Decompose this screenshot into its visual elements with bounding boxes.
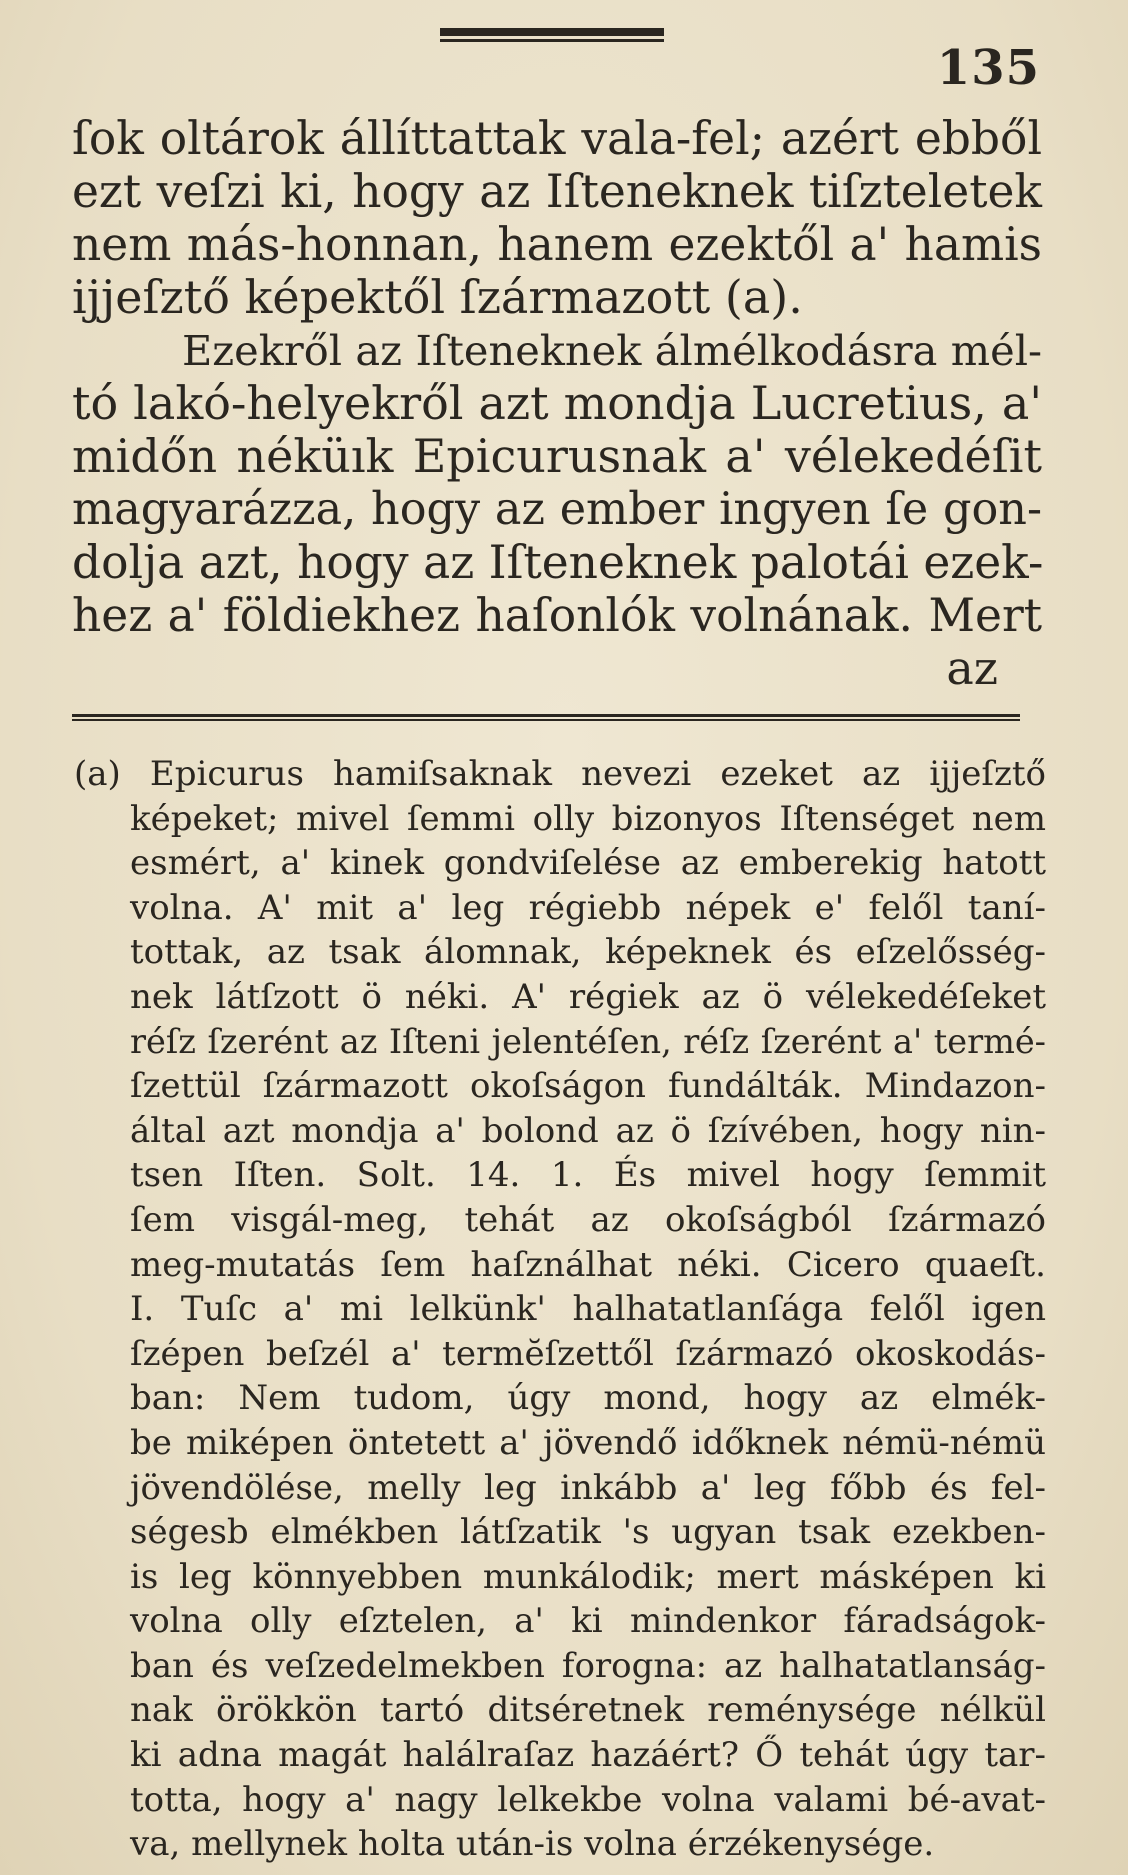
footnote-line: ſzépen beſzél a' termĕſzettől ſzármazó okoskodás-	[130, 1333, 1046, 1374]
footnote-line: volna. A' mit a' leg régiebb népek e' felől taní-	[130, 887, 1046, 928]
footnote-rule-bottom	[72, 719, 1020, 721]
footnote-line: nak örökkön tartó ditséretnek reménysége nélkül	[130, 1690, 1046, 1731]
footnote-line: I. Tuſc a' mi lelkünk' halhatatlanſága felől igen	[130, 1289, 1046, 1330]
text-line: magyarázza, hogy az ember ingyen ſe gon-	[72, 484, 1042, 535]
footnote-rule	[72, 714, 1020, 722]
text-line: nem más-honnan, hanem ezektől a' hamis	[72, 218, 1042, 271]
footnote-line: meg-mutatás ſem haſználhat néki. Cicero quaeſt.	[130, 1244, 1046, 1285]
footnote-line: ban és veſzedelmekben forogna: az halhatatlanság-	[130, 1645, 1046, 1686]
text-line: ijjeſztő képektől ſzármazott (a).	[72, 270, 803, 324]
text-line: dolja azt, hogy az Iſteneknek palotái ezek-	[72, 536, 1044, 589]
footnote-line: va, mellynek holta után-is volna érzékenysége.	[130, 1824, 935, 1865]
footnote-line: be miképen öntetett a' jövendő időknek némü-némü	[130, 1422, 1046, 1463]
text-line: ezt veſzi ki, hogy az Iſteneknek tiſzteletek	[72, 165, 1042, 218]
footnote-line: tsen Iſten. Solt. 14. 1. És mivel hogy ſemmit	[130, 1155, 1046, 1196]
footnote-line: nek látſzott ö néki. A' régiek az ö vélekedéſeket	[130, 976, 1046, 1017]
header-rule-thick	[440, 28, 664, 36]
footnote-line: ſzettül ſzármazott okoſságon fundálták. Mindazon-	[130, 1066, 1046, 1107]
footnote-line: ki adna magát halálraſaz hazáért? Ő tehát úgy tar-	[130, 1735, 1046, 1776]
footnote-line: jövendölése, melly leg inkább a' leg főbb és fel-	[130, 1467, 1046, 1508]
footnote-line: ségesb elmékben látſzatik 's ugyan tsak ezekben-	[130, 1512, 1046, 1553]
footnote-line: képeket; mivel ſemmi olly bizonyos Iſtenséget nem	[130, 798, 1046, 839]
text-line: hez a' földiekhez haſonlók volnának. Mert	[72, 589, 1042, 642]
text-line: tó lakó-helyekről azt mondja Lucretius, a'	[72, 376, 1042, 430]
footnote-line: ban: Nem tudom, úgy mond, hogy az elmék-	[130, 1378, 1046, 1419]
footnote-line: esmért, a' kinek gondviſelése az emberekig hatott	[130, 843, 1046, 884]
footnote	[74, 752, 1046, 1867]
main-text	[72, 112, 1042, 695]
text-line: midőn néküık Epicurusnak a' vélekedéſit	[72, 429, 1042, 483]
footnote-line: (a) Epicurus hamiſsaknak nevezi ezeket az ijjeſztő	[74, 754, 1046, 794]
page-number: 135	[936, 40, 1040, 96]
text-line: ſok oltárok állíttattak vala-fel; azért ebből	[72, 112, 1042, 165]
footnote-line: ſem visgál-meg, tehát az okoſságból ſzármazó	[130, 1199, 1046, 1240]
text-line: Ezekről az Iſteneknek álmélkodásra mél-	[182, 326, 1042, 375]
footnote-line: volna olly eſztelen, a' ki mindenkor fáradságok-	[130, 1601, 1046, 1642]
footnote-line: is leg könnyebben munkálodik; mert másképen ki	[130, 1556, 1046, 1597]
footnote-line: réſz ſzerént az Iſteni jelentéſen, réſz ſzerént a' termé-	[130, 1021, 1046, 1061]
footnote-line: totta, hogy a' nagy lelkekbe volna valami bé-avat-	[130, 1779, 1046, 1820]
footnote-rule-top	[72, 714, 1020, 717]
footnote-line: tottak, az tsak álomnak, képeknek és eſzelősség-	[130, 932, 1046, 973]
header-rule-thin	[440, 39, 664, 42]
footnote-line: által azt mondja a' bolond az ö ſzívében, hogy nin-	[130, 1110, 1046, 1151]
catchword: az	[946, 641, 998, 695]
header-rule	[440, 28, 664, 44]
